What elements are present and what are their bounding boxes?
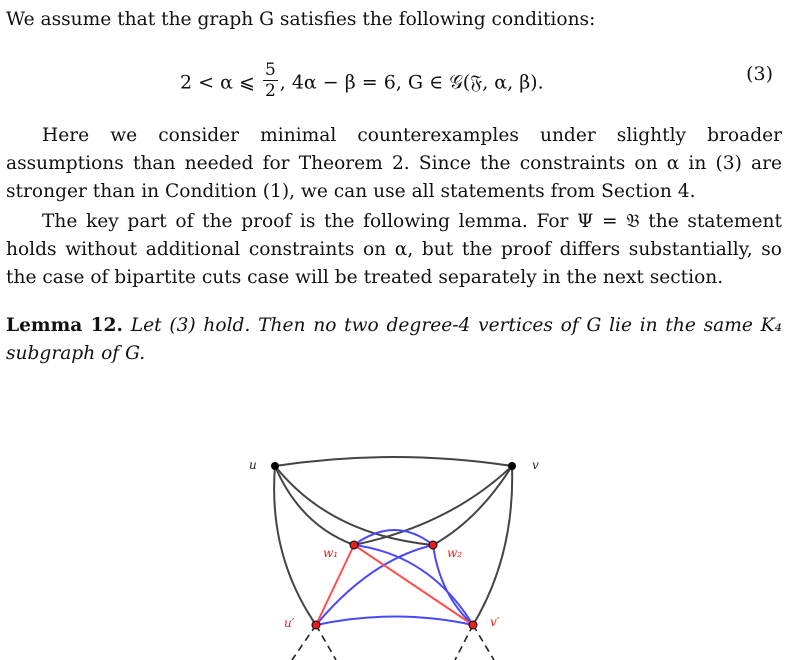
vertex-w2 (429, 541, 437, 549)
lemma-body: Let (3) hold. Then no two degree-4 vertices of G lie in the same K₄ subgraph of G. (6, 315, 783, 364)
edge-v-vprime (473, 466, 512, 625)
label-u: u (249, 458, 257, 472)
edge-uprime-vprime-blue (316, 617, 473, 626)
paragraph-2: The key part of the proof is the following lemma. For Ψ = 𝔅 the statement holds without additional constraints on α, but the proof differs substantially, so the case of bipartite cuts case will be treated separately in the next section. (6, 211, 782, 288)
vertex-uprime (312, 621, 320, 629)
label-w1: w₁ (323, 546, 339, 560)
intro-paragraph: We assume that the graph G satisfies the following conditions: (6, 9, 596, 30)
edge-u-v (275, 457, 512, 466)
fraction-denominator: 2 (264, 81, 276, 101)
vertex-vprime (469, 621, 477, 629)
vertex-u (271, 462, 279, 470)
dashed-edge-vprime-right (473, 625, 494, 660)
equation-number: (3) (746, 63, 773, 85)
label-w2: w₂ (447, 546, 463, 560)
label-v: v (532, 458, 539, 472)
equation-lhs: 2 < α ⩽ (180, 71, 255, 94)
vertex-v (508, 462, 516, 470)
dashed-edge-vprime-left (455, 625, 473, 660)
dashed-edge-uprime-left (292, 625, 316, 660)
fraction-numerator: 5 (264, 60, 276, 80)
paragraph-1: Here we consider minimal counterexamples under slightly broader assumptions than needed for Theorem 2. Since the constraints on α in (3) are stronger than in Condition (1), we can use all statements from Section 4. (6, 125, 782, 202)
edge-u-w1 (275, 466, 354, 545)
label-uprime: u′ (284, 616, 295, 630)
vertex-w1 (350, 541, 358, 549)
dashed-edge-uprime-right (316, 625, 336, 660)
label-vprime: v′ (490, 615, 500, 629)
edge-u-uprime (274, 466, 316, 625)
lemma-heading: Lemma 12. (6, 315, 123, 336)
equation-rhs: , 4α − β = 6, G ∈ 𝒢(𝔉, α, β). (279, 71, 544, 94)
